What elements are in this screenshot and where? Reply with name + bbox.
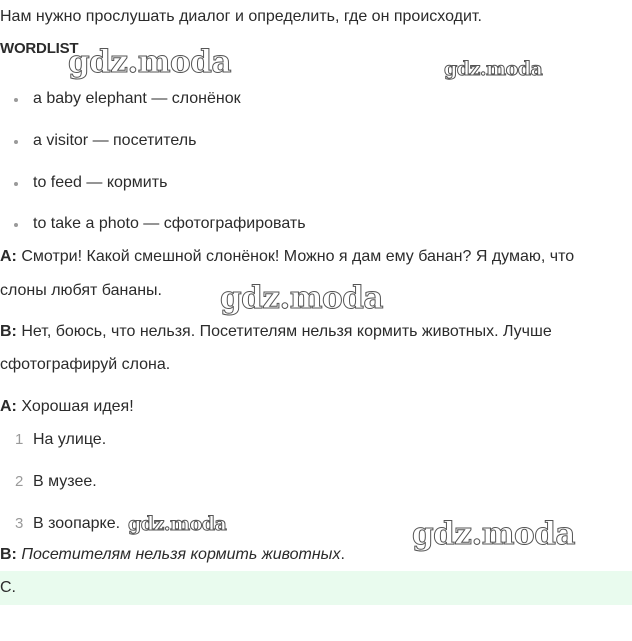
option-text: На улице. <box>33 431 107 448</box>
watermark: gdz.moda <box>68 44 231 80</box>
option-number: 2 <box>15 473 24 490</box>
bullet-icon <box>14 182 18 186</box>
dialogue-line-b1-cont: сфотографируй слона. <box>0 356 171 373</box>
option-text: В музее. <box>33 473 97 490</box>
dialogue-line-b1 <box>0 323 552 341</box>
evidence-text: Посетителям нельзя кормить животных <box>21 546 341 563</box>
bullet-icon <box>14 140 18 144</box>
option-number: 1 <box>15 431 24 448</box>
watermark: gdz.moda <box>220 280 383 316</box>
intro-text: Нам нужно прослушать диалог и определить, где он происходит. <box>0 8 482 25</box>
option-text: В зоопарке. <box>33 515 121 532</box>
option-number: 3 <box>15 515 24 532</box>
speaker-label: A: <box>0 398 17 415</box>
bullet-icon <box>14 223 18 227</box>
dialogue-line-a1-cont: слоны любят бананы. <box>0 282 162 299</box>
evidence-line <box>0 546 345 564</box>
watermark: gdz.moda <box>444 58 543 80</box>
answer-text: C. <box>0 579 16 596</box>
bullet-icon <box>14 98 18 102</box>
dialogue-text: Смотри! Какой смешной слонёнок! Можно я дам ему банан? Я думаю, что <box>21 248 575 265</box>
answer-box <box>0 571 632 605</box>
dialogue-line-a2 <box>0 398 134 416</box>
watermark: gdz.moda <box>128 513 227 535</box>
speaker-label: B: <box>0 546 17 563</box>
dialogue-line-a1 <box>0 248 574 266</box>
wordlist-heading: WORDLIST <box>0 40 79 57</box>
dialogue-text: Нет, боюсь, что нельзя. Посетителям нельзя кормить животных. Лучше <box>21 323 552 340</box>
speaker-label: A: <box>0 248 17 265</box>
evidence-period: . <box>340 546 345 563</box>
speaker-label: B: <box>0 323 17 340</box>
watermark: gdz.moda <box>412 516 575 552</box>
dialogue-text: Хорошая идея! <box>21 398 134 415</box>
